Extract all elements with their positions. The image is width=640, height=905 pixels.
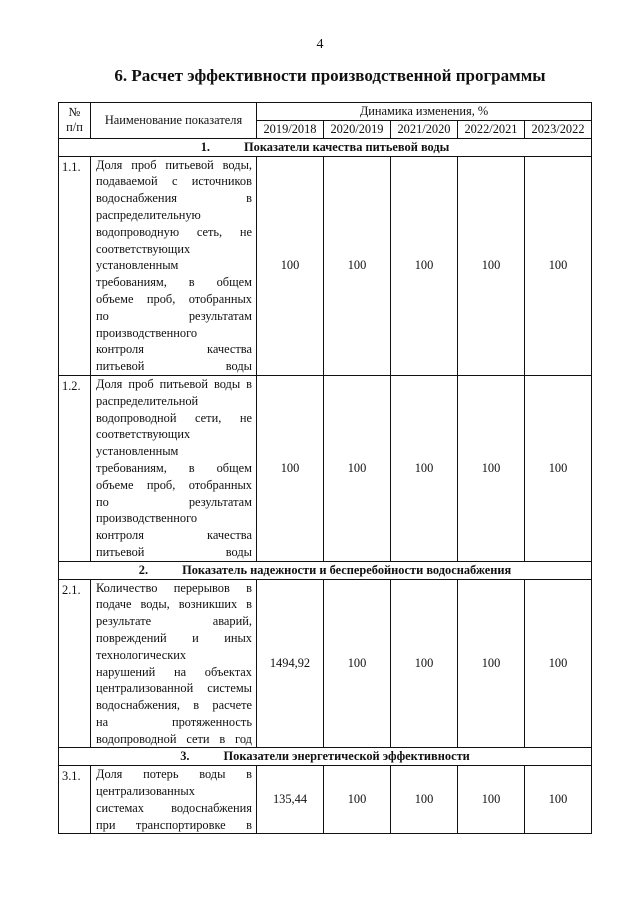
indicator-name-line: соответствующих bbox=[96, 427, 191, 442]
section-row bbox=[59, 561, 592, 579]
indicator-name-word: Доля bbox=[96, 767, 123, 782]
indicator-value: 100 bbox=[391, 156, 458, 375]
indicator-name-line bbox=[96, 224, 252, 241]
row-number: 3.1. bbox=[59, 766, 91, 834]
header-number-line1: № bbox=[68, 105, 81, 120]
indicator-name-word: источников bbox=[191, 174, 252, 189]
indicator-value: 100 bbox=[525, 579, 592, 748]
indicator-name-word: в bbox=[246, 597, 252, 612]
indicator-name-line bbox=[96, 494, 252, 511]
indicator-name-word: общем bbox=[216, 460, 252, 475]
indicator-name-line: установленным bbox=[96, 258, 179, 273]
indicator-name-word: воды bbox=[225, 544, 252, 559]
row-number: 1.1. bbox=[59, 156, 91, 375]
indicator-name-word: системах bbox=[96, 800, 144, 815]
indicator-name-word: в bbox=[193, 698, 200, 713]
indicator-name-line bbox=[96, 613, 252, 630]
indicator-name-word: воды bbox=[225, 359, 252, 374]
indicator-name-line: производственного bbox=[96, 325, 198, 340]
indicator-name-word: расчете bbox=[212, 698, 252, 713]
indicator-name-word: на bbox=[173, 664, 187, 679]
indicator-name-line bbox=[96, 358, 252, 375]
indicator-name-word: отобранных bbox=[188, 291, 252, 306]
indicator-name-word: результатам bbox=[188, 494, 252, 509]
indicator-name-word: с bbox=[171, 174, 178, 189]
table-row bbox=[59, 766, 592, 834]
indicator-name-line bbox=[96, 173, 252, 190]
indicator-name-line bbox=[96, 341, 252, 358]
header-year: 2023/2022 bbox=[525, 120, 592, 138]
indicator-name-word: требованиям, bbox=[96, 275, 167, 290]
indicator-name-line: технологических bbox=[96, 647, 187, 662]
table-row bbox=[59, 375, 592, 561]
indicator-name-word: воды, bbox=[140, 597, 170, 612]
indicator-name bbox=[91, 766, 257, 834]
indicator-name-word: потерь bbox=[143, 767, 179, 782]
indicator-value: 100 bbox=[324, 156, 391, 375]
section-heading bbox=[59, 138, 592, 156]
table-body bbox=[59, 138, 592, 834]
indicator-name-line bbox=[96, 714, 252, 731]
indicator-name-line bbox=[96, 680, 252, 697]
indicator-name-word: в bbox=[246, 580, 252, 595]
indicator-name-word: сети, bbox=[195, 410, 222, 425]
indicator-value: 100 bbox=[257, 156, 324, 375]
section-title: Показатели качества питьевой воды bbox=[244, 139, 450, 154]
indicator-name-line: соответствующих bbox=[96, 241, 191, 256]
header-indicator-name: Наименование показателя bbox=[91, 103, 257, 139]
indicator-name-word: контроля bbox=[96, 528, 144, 543]
indicator-name-word: питьевой bbox=[165, 157, 214, 172]
indicator-name-line bbox=[96, 477, 252, 494]
indicator-name-line bbox=[96, 527, 252, 544]
section-number: 3. bbox=[180, 749, 190, 764]
indicator-name-word: объектах bbox=[204, 664, 252, 679]
indicator-name-word: в bbox=[188, 460, 195, 475]
header-dynamics: Динамика изменения, % bbox=[257, 103, 592, 121]
indicator-name-word: водопроводную bbox=[96, 224, 180, 239]
table-row bbox=[59, 156, 592, 375]
indicator-name-word: и bbox=[192, 630, 199, 645]
indicator-value: 100 bbox=[324, 579, 391, 748]
indicator-value: 100 bbox=[458, 579, 525, 748]
efficiency-table bbox=[58, 102, 592, 834]
indicator-name bbox=[91, 156, 257, 375]
indicator-name-word: общем bbox=[216, 275, 252, 290]
page-number: 4 bbox=[316, 37, 324, 52]
indicator-name-word: проб, bbox=[146, 291, 176, 306]
indicator-name-line bbox=[96, 664, 252, 681]
indicator-name-word: год bbox=[235, 731, 252, 746]
indicator-name-line bbox=[96, 410, 252, 427]
indicator-value: 100 bbox=[391, 766, 458, 834]
indicator-name-word: воды bbox=[199, 767, 226, 782]
indicator-name-word: не bbox=[239, 224, 252, 239]
indicator-name-line bbox=[96, 544, 252, 561]
indicator-value: 100 bbox=[324, 375, 391, 561]
indicator-name-word: питьевой bbox=[96, 359, 145, 374]
indicator-value: 100 bbox=[458, 375, 525, 561]
indicator-name-word: проб bbox=[131, 157, 157, 172]
indicator-name-word: сети bbox=[186, 731, 210, 746]
indicator-name-line bbox=[96, 190, 252, 207]
indicator-name-word: сеть, bbox=[196, 224, 223, 239]
row-number: 1.2. bbox=[59, 375, 91, 561]
indicator-name-word: объеме bbox=[96, 477, 134, 492]
indicator-name-word: водоснабжения bbox=[171, 800, 252, 815]
indicator-name-word: результате bbox=[96, 614, 152, 629]
indicator-value: 100 bbox=[525, 766, 592, 834]
indicator-name-word: при bbox=[96, 817, 116, 832]
indicator-value: 100 bbox=[391, 375, 458, 561]
indicator-name-word: в bbox=[219, 731, 226, 746]
header-number bbox=[59, 103, 91, 139]
indicator-name-line: производственного bbox=[96, 511, 198, 526]
indicator-name-word: повреждений bbox=[96, 630, 167, 645]
indicator-name-line bbox=[96, 596, 252, 613]
indicator-name-word: в bbox=[246, 817, 252, 832]
indicator-name-word: транспортировке bbox=[135, 817, 226, 832]
indicator-name-word: в bbox=[246, 767, 252, 782]
indicator-name-word: водоснабжения, bbox=[96, 698, 180, 713]
indicator-name-line bbox=[96, 308, 252, 325]
section-title: Показатель надежности и бесперебойности водоснабжения bbox=[182, 562, 512, 577]
indicator-name-line bbox=[96, 731, 252, 748]
indicator-name-line: распределительной bbox=[96, 393, 199, 408]
indicator-name-line bbox=[96, 817, 252, 834]
table-row bbox=[59, 579, 592, 748]
indicator-name-line bbox=[96, 291, 252, 308]
section-heading bbox=[59, 748, 592, 766]
header-year: 2020/2019 bbox=[324, 120, 391, 138]
indicator-name-line bbox=[96, 274, 252, 291]
indicator-name-word: качества bbox=[207, 528, 252, 543]
section-number: 1. bbox=[200, 139, 211, 154]
indicator-name bbox=[91, 375, 257, 561]
section-heading bbox=[59, 561, 592, 579]
indicator-name-line bbox=[96, 630, 252, 647]
indicator-value: 100 bbox=[257, 375, 324, 561]
indicator-name-line bbox=[96, 766, 252, 783]
section-number: 2. bbox=[138, 562, 149, 577]
indicator-name-word: нарушений bbox=[96, 664, 156, 679]
indicator-name-word: системы bbox=[207, 681, 252, 696]
indicator-name-word: питьевой bbox=[159, 376, 208, 391]
indicator-name-word: питьевой bbox=[96, 544, 145, 559]
indicator-name-line bbox=[96, 157, 252, 174]
indicator-name-word: Количество bbox=[96, 580, 158, 595]
indicator-name-word: не bbox=[239, 410, 252, 425]
indicator-name bbox=[91, 579, 257, 748]
header-year: 2019/2018 bbox=[257, 120, 324, 138]
indicator-value: 100 bbox=[391, 579, 458, 748]
header-year: 2021/2020 bbox=[391, 120, 458, 138]
indicator-name-word: водопроводной bbox=[96, 731, 177, 746]
indicator-value: 100 bbox=[458, 156, 525, 375]
indicator-name-line: централизованных bbox=[96, 784, 195, 799]
indicator-name-line: установленным bbox=[96, 444, 179, 459]
indicator-value: 135,44 bbox=[257, 766, 324, 834]
indicator-value: 100 bbox=[324, 766, 391, 834]
indicator-name-line bbox=[96, 580, 252, 597]
indicator-name-word: результатам bbox=[188, 308, 252, 323]
indicator-name-word: на bbox=[96, 714, 109, 729]
indicator-name-word: возникших bbox=[178, 597, 238, 612]
indicator-name-word: по bbox=[96, 494, 109, 509]
row-number: 2.1. bbox=[59, 579, 91, 748]
indicator-name-word: по bbox=[96, 308, 109, 323]
indicator-name-word: воды, bbox=[222, 157, 252, 172]
header-year: 2022/2021 bbox=[458, 120, 525, 138]
indicator-name-word: качества bbox=[207, 342, 252, 357]
indicator-name-word: в bbox=[246, 376, 252, 391]
indicator-name-word: аварий, bbox=[212, 614, 252, 629]
indicator-name-word: требованиям, bbox=[96, 460, 167, 475]
indicator-value: 100 bbox=[525, 375, 592, 561]
indicator-name-word: проб, bbox=[146, 477, 176, 492]
indicator-name-word: водопроводной bbox=[96, 410, 177, 425]
section-row bbox=[59, 748, 592, 766]
indicator-name-word: Доля bbox=[96, 376, 123, 391]
indicator-name-word: водоснабжения bbox=[96, 191, 177, 206]
header-number-line2: п/п bbox=[66, 120, 83, 135]
document-title: 6. Расчет эффективности производственной программы bbox=[114, 66, 546, 85]
indicator-name-line bbox=[96, 800, 252, 817]
indicator-value: 100 bbox=[525, 156, 592, 375]
indicator-value: 1494,92 bbox=[257, 579, 324, 748]
indicator-name-word: протяженность bbox=[171, 714, 252, 729]
indicator-name-word: в bbox=[188, 275, 195, 290]
indicator-name-word: иных bbox=[224, 630, 252, 645]
indicator-value: 100 bbox=[458, 766, 525, 834]
indicator-name-word: Доля bbox=[96, 157, 123, 172]
section-title: Показатели энергетической эффективности bbox=[223, 749, 470, 764]
indicator-name-word: перерывов bbox=[173, 580, 230, 595]
indicator-name-word: объеме bbox=[96, 291, 134, 306]
indicator-name-word: отобранных bbox=[188, 477, 252, 492]
indicator-name-line: распределительную bbox=[96, 207, 201, 222]
indicator-name-word: в bbox=[246, 191, 252, 206]
section-row bbox=[59, 138, 592, 156]
indicator-name-line bbox=[96, 460, 252, 477]
indicator-name-word: воды bbox=[213, 376, 241, 391]
indicator-name-word: проб bbox=[128, 376, 154, 391]
indicator-name-word: подаче bbox=[96, 597, 132, 612]
indicator-name-word: централизованной bbox=[96, 681, 194, 696]
indicator-name-word: контроля bbox=[96, 342, 144, 357]
indicator-name-word: подаваемой bbox=[96, 174, 158, 189]
indicator-name-line bbox=[96, 697, 252, 714]
indicator-name-line bbox=[96, 376, 252, 393]
